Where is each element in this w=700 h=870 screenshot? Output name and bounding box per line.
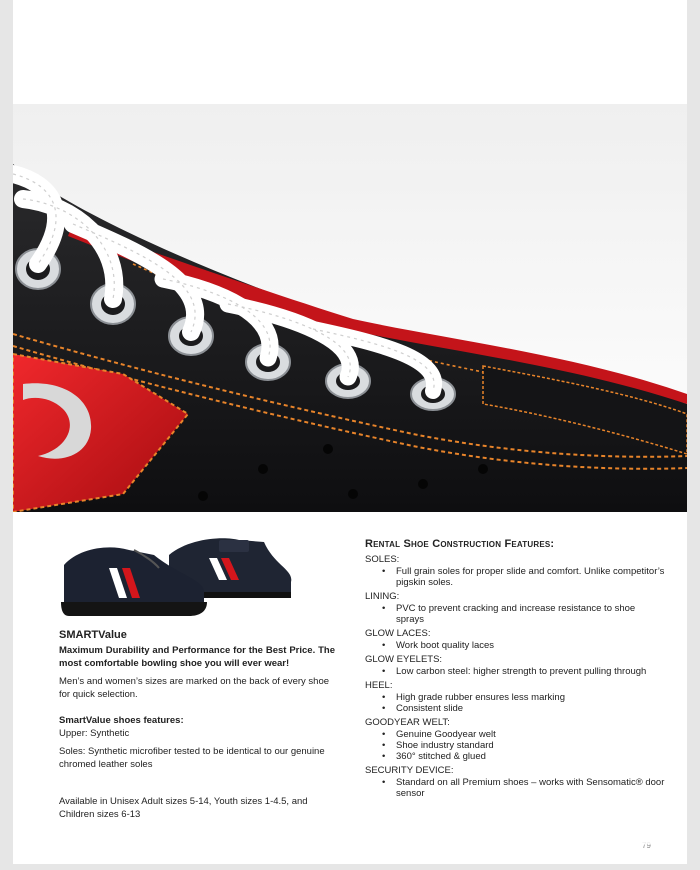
- feature-item: • PVC to prevent cracking and increase resistance to shoe sprays: [396, 603, 665, 625]
- feature-item: • Shoe industry standard: [396, 740, 665, 751]
- feature-item: • Consistent slide: [396, 703, 665, 714]
- soles-spec: Soles: Synthetic microfiber tested to be identical to our genuine chromed leather soles: [59, 746, 325, 770]
- availability-note: Available in Unisex Adult sizes 5-14, Youth sizes 1-4.5, and Children sizes 6-13: [59, 796, 308, 820]
- smartvalue-shoes-image: [59, 520, 319, 630]
- feature-heading: SOLES:: [365, 554, 400, 565]
- feature-group-lining: [365, 591, 665, 625]
- feature-heading: HEEL:: [365, 680, 393, 691]
- feature-group-soles: [365, 554, 665, 588]
- hero-shoe-closeup-image: [13, 104, 687, 512]
- feature-item: • High grade rubber ensures less marking: [396, 692, 665, 703]
- feature-group-security-device: [365, 765, 665, 799]
- feature-group-goodyear-welt: [365, 717, 665, 762]
- feature-item: • Low carbon steel: higher strength to prevent pulling through: [396, 666, 665, 677]
- feature-group-heel: [365, 680, 665, 714]
- feature-item: • Standard on all Premium shoes – works with Sensomatic® door sensor: [396, 777, 665, 799]
- feature-item: • Genuine Goodyear welt: [396, 729, 665, 740]
- feature-item: • 360° stitched & glued: [396, 751, 665, 762]
- feature-group-glow-laces: [365, 628, 665, 651]
- product-name: SMARTValue: [59, 629, 127, 641]
- upper-spec: Upper: Synthetic: [59, 728, 130, 739]
- feature-item: • Full grain soles for proper slide and comfort. Unlike competitor’s pigskin soles.: [396, 566, 665, 588]
- shoe-closeup-illustration: [13, 104, 687, 512]
- feature-heading: GOODYEAR WELT:: [365, 717, 450, 728]
- features-heading: SmartValue shoes features:: [59, 715, 184, 726]
- page-number: 79: [642, 841, 651, 850]
- feature-heading: SECURITY DEVICE:: [365, 765, 454, 776]
- rental-features-section: [365, 538, 665, 802]
- size-note: Men’s and women’s sizes are marked on the back of every shoe for quick selection.: [59, 676, 330, 700]
- feature-heading: GLOW EYELETS:: [365, 654, 443, 665]
- feature-group-glow-eyelets: [365, 654, 665, 677]
- feature-heading: GLOW LACES:: [365, 628, 431, 639]
- rental-features-title: Rental Shoe Construction Features:: [365, 538, 555, 550]
- catalog-page: [13, 0, 687, 864]
- feature-heading: LINING:: [365, 591, 400, 602]
- feature-item: • Work boot quality laces: [396, 640, 665, 651]
- watermark-logo-icon: [560, 836, 690, 866]
- product-tagline: Maximum Durability and Performance for the Best Price. The most comfortable bowling shoe you will ever wear!: [59, 645, 335, 669]
